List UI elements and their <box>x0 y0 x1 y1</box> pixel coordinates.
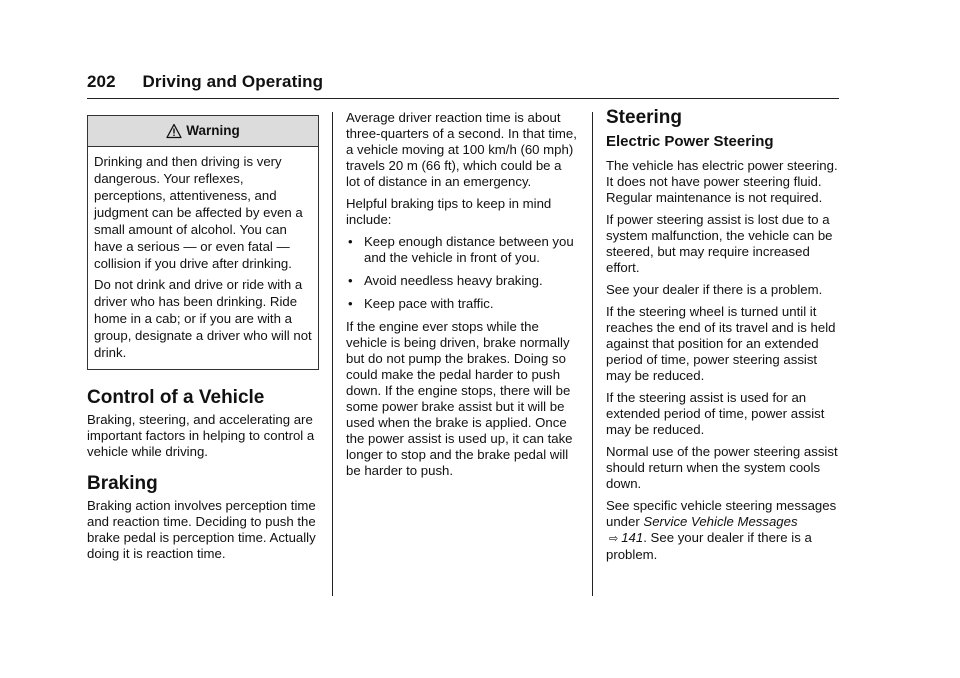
heading-control: Control of a Vehicle <box>87 387 265 408</box>
warning-body <box>88 147 318 369</box>
section-title: Driving and Operating <box>142 72 324 91</box>
braking-paragraph: Average driver reaction time is about three-quarters of a second. In that time, a vehicle moving at 100 km/h (60 mph) travels 20 m (66 ft), which could be a lot of distance in an emergency. <box>346 110 577 189</box>
cross-reference-link[interactable]: Service Vehicle Messages <box>643 514 798 529</box>
column-right <box>606 107 840 569</box>
warning-box <box>87 115 319 370</box>
steering-paragraph: The vehicle has electric power steering. It does not have power steering fluid. Regular maintenance is not required. <box>606 158 838 205</box>
bullet-icon: • <box>348 296 353 311</box>
column-left <box>87 110 319 568</box>
steering-paragraph: Normal use of the power steering assist should return when the system cools down. <box>606 444 838 491</box>
subheading-electric-power-steering: Electric Power Steering <box>606 133 774 150</box>
page-reference-arrow-icon: ⇨ <box>609 533 619 545</box>
braking-paragraph: Helpful braking tips to keep in mind include: <box>346 196 552 227</box>
bullet-icon: • <box>348 234 353 249</box>
list-item: • Keep pace with traffic. <box>348 296 494 311</box>
page-header <box>87 72 323 92</box>
steering-paragraph: See your dealer if there is a problem. <box>606 282 823 297</box>
heading-braking: Braking <box>87 473 158 494</box>
braking-paragraph: Braking action involves perception time and reaction time. Deciding to push the brake pedal is perception time. Actually doing it is reaction time. <box>87 498 316 561</box>
column-divider <box>332 112 333 596</box>
steering-paragraph: See specific vehicle steering messages under Service Vehicle Messages ⇨ 141. See your dealer if there is a problem. <box>606 498 837 562</box>
steering-paragraph: If the steering wheel is turned until it reaches the end of its travel and is held against that position for an extended period of time, power steering assist may be reduced. <box>606 304 836 383</box>
column-middle <box>346 110 578 485</box>
warning-paragraph: Drinking and then driving is very dangerous. Your reflexes, perceptions, attentiveness, and judgment can be affected by even a small amount of alcohol. You can have a serious — or even fatal — collision if you drive after drinking. <box>94 154 303 271</box>
control-paragraph: Braking, steering, and accelerating are important factors in helping to control a vehicle while driving. <box>87 412 315 459</box>
page-reference[interactable]: 141 <box>621 530 644 545</box>
warning-paragraph: Do not drink and drive or ride with a driver who has been drinking. Ride home in a cab; or if you are with a group, designate a driver who will not drink. <box>94 277 312 360</box>
bullet-icon: • <box>348 273 353 288</box>
page-number: 202 <box>87 72 116 91</box>
column-divider <box>592 112 593 596</box>
list-item: • Avoid needless heavy braking. <box>348 273 543 288</box>
warning-title: Warning <box>186 123 240 138</box>
steering-paragraph: If the steering assist is used for an extended period of time, power assist may be reduced. <box>606 390 825 437</box>
steering-paragraph: If power steering assist is lost due to a system malfunction, the vehicle can be steered, but may require increased effort. <box>606 212 833 275</box>
header-divider <box>87 98 839 99</box>
braking-tips-list <box>346 234 578 312</box>
list-item: • Keep enough distance between you and the vehicle in front of you. <box>348 234 574 265</box>
heading-steering: Steering <box>606 107 683 128</box>
warning-triangle-icon <box>166 123 182 139</box>
warning-header <box>88 116 318 147</box>
braking-paragraph: If the engine ever stops while the vehicle is being driven, brake normally but do not pump the brakes. Doing so could make the pedal harder to push down. If the engine stops, there will be some power brake assist but it will be used when the brake is applied. Once the power assist is used up, it can take longer to stop and the brake pedal will be harder to push. <box>346 319 573 478</box>
